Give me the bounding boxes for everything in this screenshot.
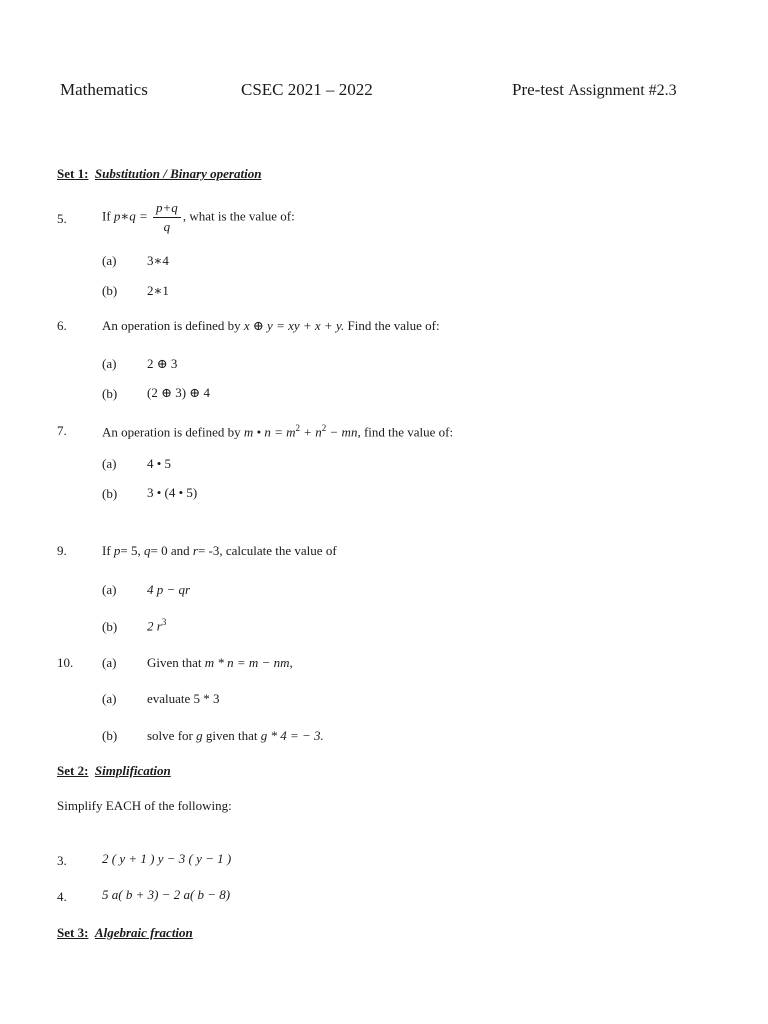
set2-heading xyxy=(57,763,171,779)
q5b-label: (b) xyxy=(102,283,118,298)
course-heading: CSEC 2021 – 2022 xyxy=(241,80,373,99)
q5b-expr: 2∗1 xyxy=(147,283,169,298)
q5-question xyxy=(102,200,295,235)
q9-q-value: = 0 and xyxy=(150,543,193,558)
q7-def-lhs: m • n = m xyxy=(243,424,296,440)
s2q4-number: 4. xyxy=(57,889,67,904)
q6-question xyxy=(102,318,440,334)
q9-p: p xyxy=(113,543,121,558)
s2q4-expr: 5 a( b + 3) − 2 a( b − 8) xyxy=(102,887,231,902)
q5-number: 5. xyxy=(57,211,67,226)
q9a-label: (a) xyxy=(102,582,117,597)
q6b-expr: (2 ⊕ 3) ⊕ 4 xyxy=(147,385,210,400)
q6a-label: (a) xyxy=(102,356,117,371)
q10a-text: evaluate 5 * 3 xyxy=(147,691,220,706)
q9-r: r xyxy=(192,543,198,558)
q5-fraction xyxy=(153,200,181,235)
q9b-exponent: 3 xyxy=(161,617,167,627)
assignment-heading xyxy=(512,80,677,100)
q10b-expr: g * 4 = − 3. xyxy=(260,728,324,743)
set2-title: Simplification xyxy=(94,763,171,778)
set1-title: Substitution / Binary operation xyxy=(94,166,262,181)
q5a-label: (a) xyxy=(102,253,117,268)
q7-number: 7. xyxy=(57,423,67,438)
set2-label: Set 2: xyxy=(57,763,89,778)
q6-intro: An operation is defined by xyxy=(102,318,244,333)
q5-lhs: p∗q = xyxy=(113,208,148,224)
assignment-prefix: Pre-test xyxy=(512,80,569,99)
s2q3-number: 3. xyxy=(57,853,67,868)
q6-number: 6. xyxy=(57,318,67,333)
q10-question xyxy=(147,655,293,671)
q9-p-value: = 5, xyxy=(120,543,145,558)
q9a-expr: 4 p − qr xyxy=(147,582,191,597)
q10b-label: (b) xyxy=(102,728,118,743)
q7a-label: (a) xyxy=(102,456,117,471)
q5a-expr: 3∗4 xyxy=(147,253,169,268)
q10-part-label: (a) xyxy=(102,655,117,670)
q9-r-value: = -3, calculate the value of xyxy=(197,543,337,558)
set3-heading xyxy=(57,925,193,941)
q9-question xyxy=(102,543,337,559)
set2-instruction: Simplify EACH of the following: xyxy=(57,798,232,813)
s2q3-expr: 2 ( y + 1 ) y − 3 ( y − 1 ) xyxy=(102,851,232,866)
q5-intro: If xyxy=(102,208,114,224)
subject-heading: Mathematics xyxy=(60,80,148,99)
q7b-expr: 3 • (4 • 5) xyxy=(147,485,198,500)
q6b-label: (b) xyxy=(102,386,118,401)
q6-definition: x ⊕ y = xy + x + y. xyxy=(243,318,345,333)
q6a-expr: 2 ⊕ 3 xyxy=(147,356,178,371)
q9-intro: If xyxy=(102,543,114,558)
q7-def-mid: + n xyxy=(300,424,322,440)
set3-title: Algebraic fraction xyxy=(94,925,193,940)
q10-number: 10. xyxy=(57,655,74,670)
q7-intro: An operation is defined by xyxy=(102,424,244,440)
q7-question xyxy=(102,423,453,440)
q5-tail: , what is the value of: xyxy=(182,208,295,224)
set3-label: Set 3: xyxy=(57,925,89,940)
set1-label: Set 1: xyxy=(57,166,89,181)
q5-numerator: p+q xyxy=(153,200,181,218)
q10b-text xyxy=(147,728,324,744)
q7-square-1: 2 xyxy=(295,423,300,433)
q7b-label: (b) xyxy=(102,486,118,501)
q7-square-2: 2 xyxy=(321,423,327,433)
q9b-expr xyxy=(147,617,166,634)
q10b-text-1: solve for xyxy=(147,728,197,743)
q7-tail: find the value of: xyxy=(360,424,454,440)
set1-heading xyxy=(57,166,261,182)
q9b-label: (b) xyxy=(102,619,118,634)
q9-number: 9. xyxy=(57,543,67,558)
assignment-number: Assignment #2.3 xyxy=(568,82,677,99)
q7-def-end: − mn, xyxy=(326,424,361,440)
q5-denominator: q xyxy=(163,219,171,234)
q9b-base: 2 r xyxy=(147,618,162,634)
q9-q: q xyxy=(144,543,151,558)
q10-definition: m * n = m − nm, xyxy=(204,655,293,670)
q10b-text-2: given that xyxy=(202,728,261,743)
q10b-var: g xyxy=(196,728,203,743)
q7a-expr: 4 • 5 xyxy=(147,456,172,471)
q6-tail: Find the value of: xyxy=(344,318,440,333)
q10-intro: Given that xyxy=(147,655,205,670)
q10a-label: (a) xyxy=(102,691,117,706)
